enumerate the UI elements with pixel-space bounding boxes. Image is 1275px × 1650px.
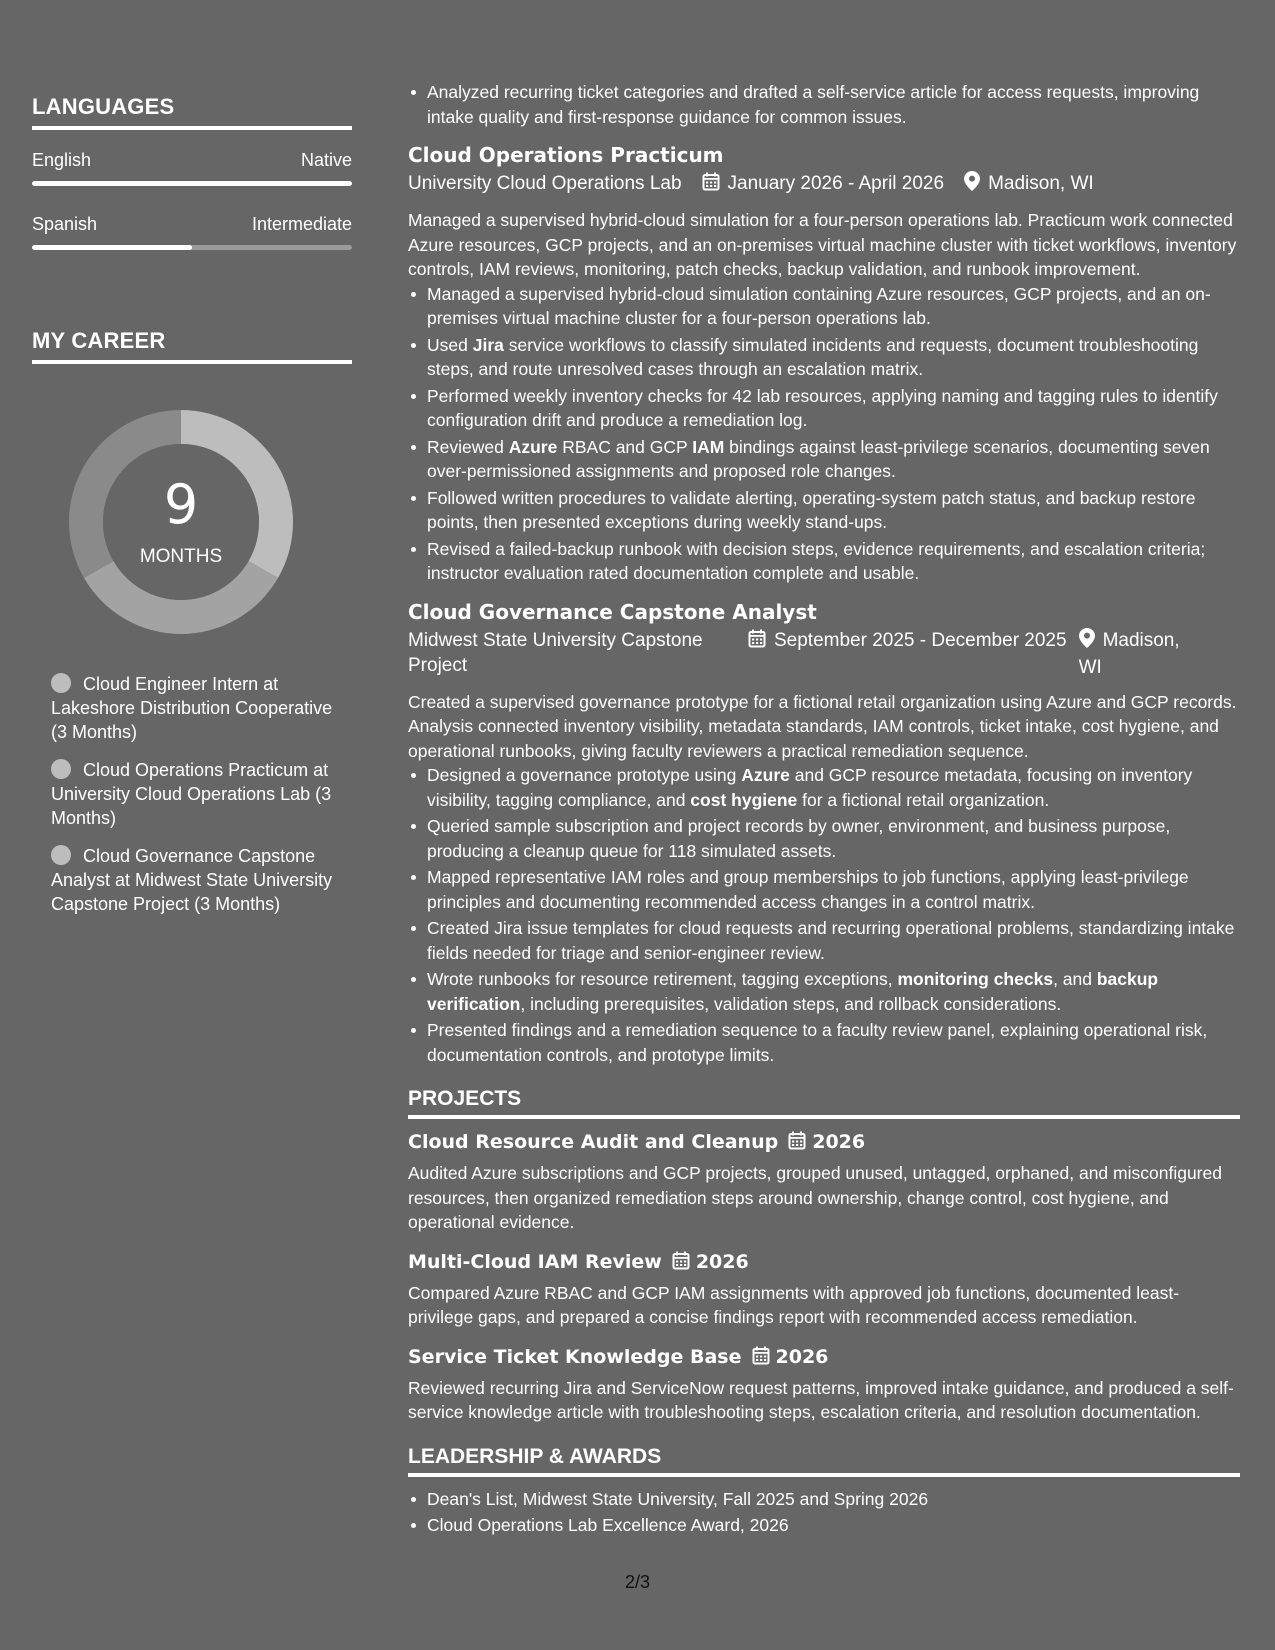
job-dates: September 2025 - December 2025	[774, 629, 1067, 651]
job-dates: January 2026 - April 2026	[727, 173, 945, 194]
page-number: 2/3	[624, 1572, 651, 1592]
legend-dot-icon	[51, 759, 71, 779]
calendar-icon	[788, 1131, 806, 1157]
projects-heading: PROJECTS	[408, 1087, 1240, 1119]
career-legend-text: Cloud Governance Capstone Analyst at Midwest State University Capstone Project (3 Months)	[51, 846, 333, 914]
job-meta	[408, 171, 1240, 198]
project-description: Audited Azure subscriptions and GCP projects, grouped unused, untagged, orphaned, and misconfigured resources, then organized remediation steps around ownership, change control, cost hygiene, and operational evidence.	[408, 1163, 1222, 1232]
language-proficiency-bar	[32, 245, 352, 250]
bullet-item: Mapped representative IAM roles and group memberships to job functions, applying least-privilege principles and documenting recommended access changes in a control matrix.	[427, 865, 1240, 914]
bullet-item: Followed written procedures to validate alerting, operating-system patch status, and backup restore points, then presented exceptions during weekly stand-ups.	[427, 486, 1240, 535]
bullet-item: Queried sample subscription and project records by owner, environment, and business purpose, producing a cleanup queue for 118 simulated assets.	[427, 814, 1240, 863]
language-level: Native	[300, 150, 352, 170]
award-item: Cloud Operations Lab Excellence Award, 2026	[427, 1513, 1240, 1538]
bullet-item: Presented findings and a remediation sequence to a faculty review panel, explaining operational risk, documentation controls, and prototype limits.	[427, 1018, 1240, 1067]
left-column	[32, 94, 352, 930]
leadership-heading: LEADERSHIP & AWARDS	[408, 1445, 1240, 1477]
career-heading: MY CAREER	[32, 328, 352, 364]
calendar-icon	[702, 172, 720, 198]
bullet-item: Performed weekly inventory checks for 42 lab resources, applying naming and tagging rules to identify configuration drift and produce a remediation log.	[427, 384, 1240, 433]
legend-dot-icon	[51, 845, 71, 865]
career-legend-text: Cloud Engineer Intern at Lakeshore Distribution Cooperative (3 Months)	[51, 674, 333, 742]
language-name: Spanish	[32, 214, 98, 234]
bullet-item: Created Jira issue templates for cloud requests and recurring operational problems, standardizing intake fields needed for triage and senior-engineer review.	[427, 916, 1240, 965]
language-proficiency-fill	[32, 181, 352, 186]
career-total-number: 9	[163, 473, 199, 536]
project-year: 2026	[775, 1345, 829, 1368]
job-organization: University Cloud Operations Lab	[408, 173, 682, 194]
job-organization: Midwest State University Capstone Project	[408, 629, 703, 676]
calendar-icon	[748, 629, 766, 655]
language-item	[32, 150, 352, 186]
right-column	[408, 80, 1240, 1540]
job-bullets	[408, 282, 1240, 586]
project-entry	[408, 1129, 1240, 1235]
bullet-item: Analyzed recurring ticket categories and drafted a self-service article for access requests, improving intake quality and first-response guidance for common issues.	[427, 80, 1240, 129]
job-entry	[408, 598, 1240, 1068]
project-entry	[408, 1249, 1240, 1330]
project-year: 2026	[812, 1131, 866, 1153]
project-description: Reviewed recurring Jira and ServiceNow request patterns, improved intake guidance, and produced a self-service knowledge article with troubleshooting steps, escalation criteria, and resolution documentation.	[408, 1377, 1234, 1422]
job-bullets	[408, 763, 1240, 1067]
job-entry	[408, 141, 1240, 586]
job-title: Cloud Operations Practicum	[408, 143, 724, 167]
language-level: Intermediate	[251, 214, 352, 234]
project-description: Compared Azure RBAC and GCP IAM assignments with approved job functions, documented least-privilege gaps, and prepared a concise findings report with recommended access remediation.	[408, 1282, 1180, 1327]
location-pin-icon	[1079, 628, 1095, 655]
career-legend-item	[51, 672, 341, 744]
language-proficiency-bar	[32, 181, 352, 186]
leadership-list	[408, 1487, 1240, 1538]
job-location: Madison, WI	[1078, 629, 1180, 678]
job-location: Madison, WI	[988, 173, 1094, 194]
location-pin-icon	[964, 171, 980, 198]
bullet-item: Used Jira service workflows to classify simulated incidents and requests, document troubleshooting steps, and route unresolved cases through an escalation matrix.	[427, 333, 1240, 382]
language-item	[32, 214, 352, 250]
project-title: Cloud Resource Audit and Cleanup	[408, 1131, 779, 1153]
bullet-item: Wrote runbooks for resource retirement, tagging exceptions, monitoring checks, and backup verification, including prerequisites, validation steps, and rollback considerations.	[427, 967, 1240, 1016]
language-name: English	[32, 150, 92, 170]
languages-heading: LANGUAGES	[32, 94, 352, 130]
job-description: Managed a supervised hybrid-cloud simulation for a four-person operations lab. Practicum work connected Azure resources, GCP projects, and an on-premises virtual machine cluster with ticket workflows, inventory controls, IAM reviews, monitoring, patch checks, backup validation, and runbook improvement.	[408, 210, 1237, 279]
calendar-icon	[752, 1346, 770, 1372]
career-legend	[51, 672, 341, 916]
career-total-unit: MONTHS	[139, 546, 223, 567]
award-item: Dean's List, Midwest State University, Fall 2025 and Spring 2026	[427, 1487, 1240, 1512]
project-year: 2026	[695, 1250, 749, 1273]
job-title: Cloud Governance Capstone Analyst	[408, 599, 817, 624]
career-donut-chart	[65, 406, 297, 638]
job-meta	[408, 628, 1240, 680]
bullet-item: Designed a governance prototype using Azure and GCP resource metadata, focusing on inventory visibility, tagging compliance, and cost hygiene for a fictional retail organization.	[427, 763, 1240, 812]
project-title: Service Ticket Knowledge Base	[408, 1345, 742, 1368]
bullet-item: Revised a failed-backup runbook with decision steps, evidence requirements, and escalation criteria; instructor evaluation rated documentation complete and usable.	[427, 537, 1240, 586]
calendar-icon	[672, 1251, 690, 1277]
language-proficiency-fill	[32, 245, 192, 250]
career-legend-item	[51, 844, 341, 916]
project-title: Multi-Cloud IAM Review	[408, 1250, 662, 1273]
legend-dot-icon	[51, 673, 71, 693]
career-legend-text: Cloud Operations Practicum at University Cloud Operations Lab (3 Months)	[51, 760, 332, 828]
bullet-item: Reviewed Azure RBAC and GCP IAM bindings against least-privilege scenarios, documenting seven over-permissioned assignments and proposed role changes.	[427, 435, 1240, 484]
job-description: Created a supervised governance prototype for a fictional retail organization using Azure and GCP records. Analysis connected inventory visibility, metadata standards, IAM controls, ticket intake, cost hygiene, and operational runbooks, giving faculty reviewers a practical remediation sequence.	[408, 691, 1237, 761]
project-entry	[408, 1344, 1240, 1425]
career-legend-item	[51, 758, 341, 830]
previous-job-bullets	[408, 80, 1240, 129]
bullet-item: Managed a supervised hybrid-cloud simulation containing Azure resources, GCP projects, and an on-premises virtual machine cluster for a four-person operations lab.	[427, 282, 1240, 331]
